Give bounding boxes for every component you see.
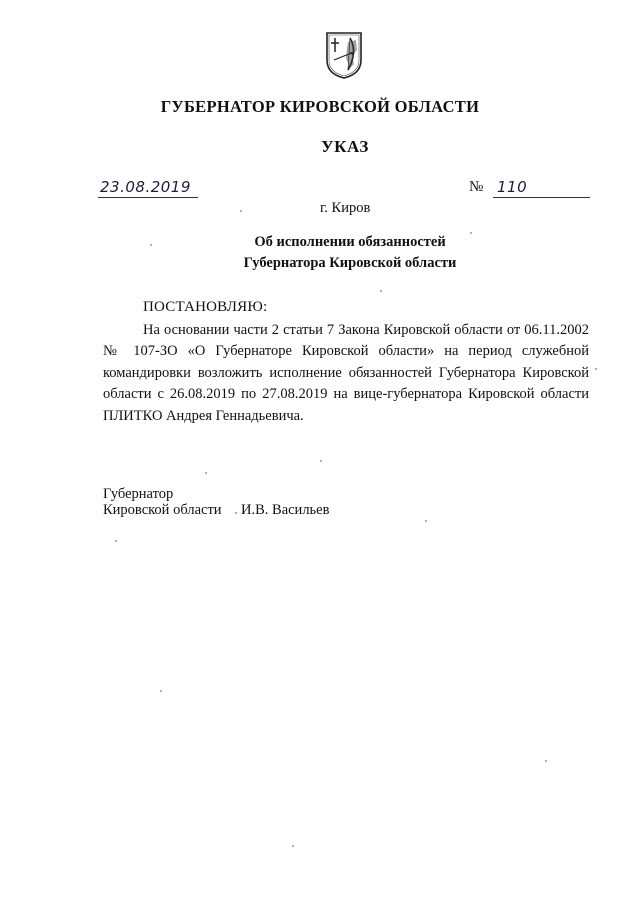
subject-line-1: Об исполнении обязанностей [254, 234, 446, 250]
number-label: № [469, 179, 484, 195]
date-field [98, 178, 198, 198]
document-type: УКАЗ [321, 137, 369, 156]
number-handwritten: 110 [497, 178, 528, 196]
coat-of-arms-kirov-icon [324, 30, 364, 80]
signature-title: Губернатор [103, 486, 174, 502]
organization-title: ГУБЕРНАТОР КИРОВСКОЙ ОБЛАСТИ [160, 97, 480, 116]
date-handwritten: 23.08.2019 [100, 178, 191, 196]
subject-line-2: Губернатора Кировской области [243, 255, 457, 271]
date-underline [98, 197, 198, 198]
signature-name: И.В. Васильев [241, 502, 330, 518]
signature-region: Кировской области [103, 502, 222, 518]
number-field [493, 178, 590, 198]
city: г. Киров [320, 200, 371, 216]
body-paragraph: На основании части 2 статьи 7 Закона Кировской области от 06.11.2002 № 107-ЗО «О Губернаторе Кировской области» на период служебной командировки возложить исполнение обязанностей Губернатора Кировской области с 26.08.2019 по 27.08.2019 на вице-губернатора Кировской области ПЛИТКО Андрея Геннадьевича. [103, 322, 589, 424]
decree-word: ПОСТАНОВЛЯЮ: [143, 299, 268, 315]
document-subject [0, 232, 640, 274]
number-underline [493, 197, 590, 198]
